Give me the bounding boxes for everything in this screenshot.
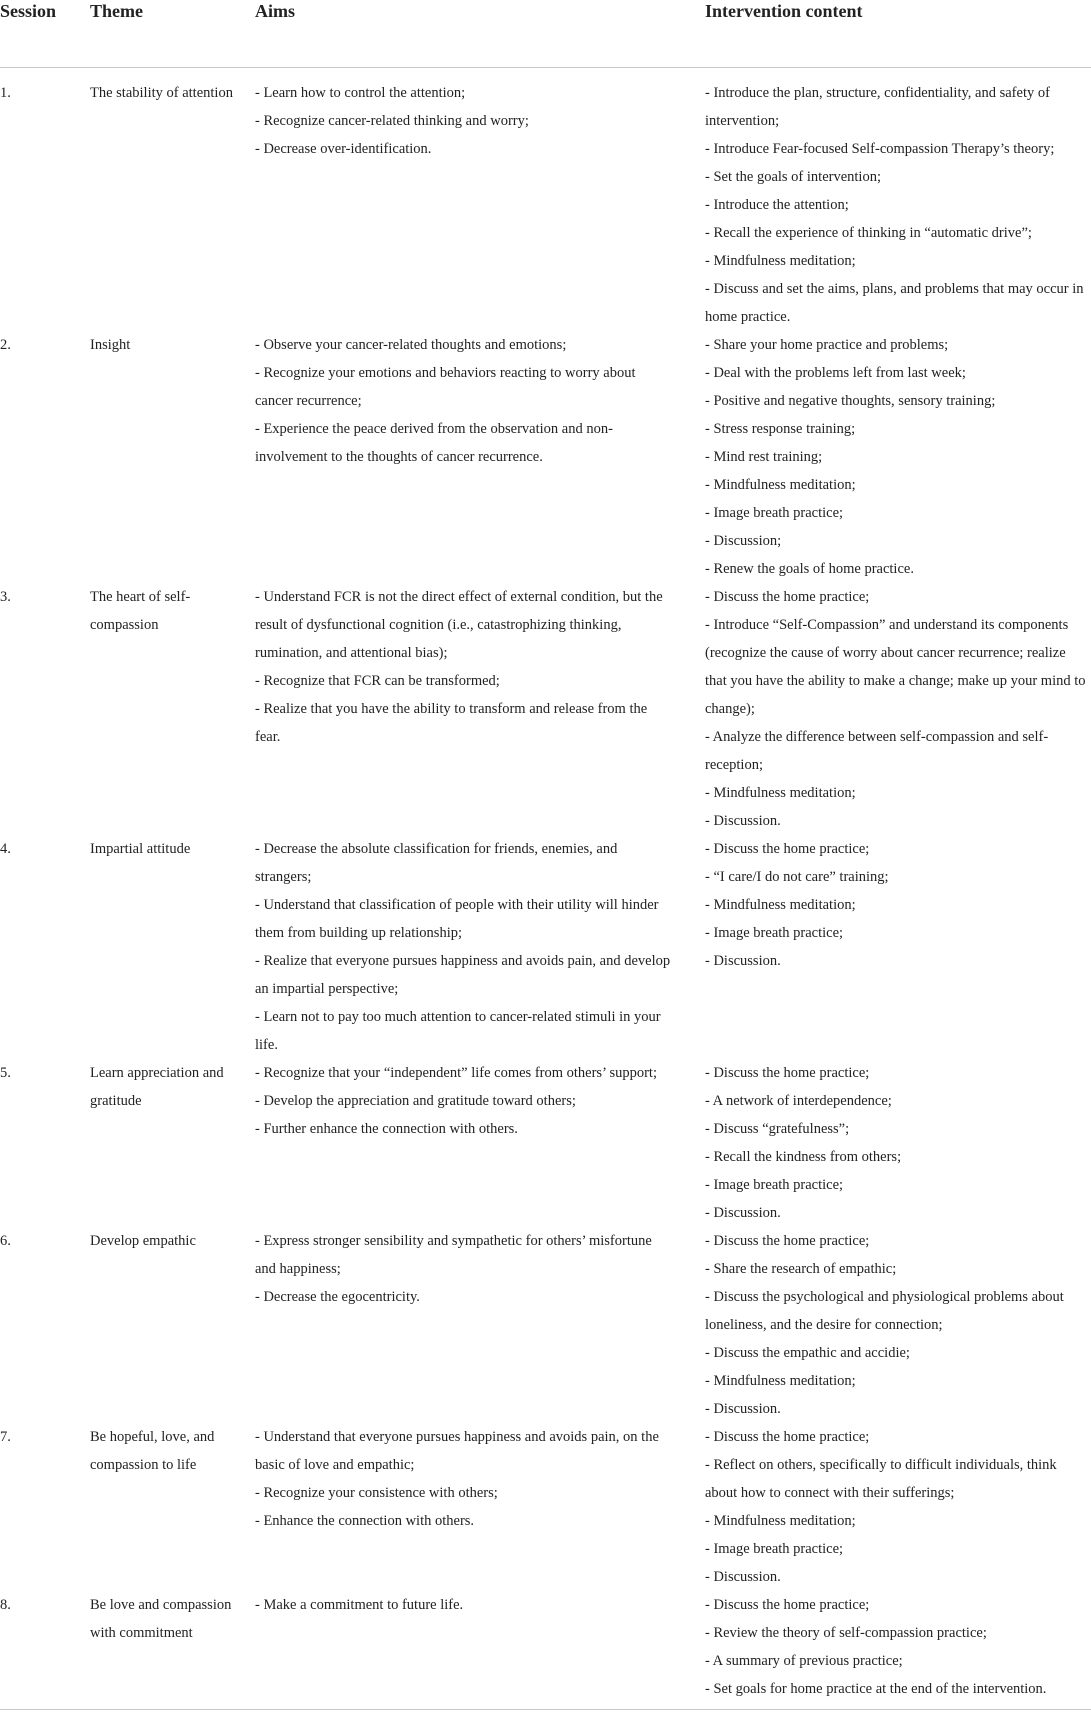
session-intervention-content xyxy=(705,583,1091,835)
session-intervention-content xyxy=(705,1227,1091,1423)
content-item: - Reflect on others, specifically to difficult individuals, think about how to connect with their sufferings; xyxy=(705,1457,1057,1501)
table-row xyxy=(0,835,1091,1059)
content-item: - Discussion. xyxy=(705,1205,781,1221)
session-aims xyxy=(255,583,705,835)
aim-item: - Further enhance the connection with others. xyxy=(255,1121,518,1137)
aim-item: - Make a commitment to future life. xyxy=(255,1597,464,1613)
header-session: Session xyxy=(0,0,90,68)
content-item: - Set goals for home practice at the end of the intervention. xyxy=(705,1681,1047,1697)
content-item: - Introduce the attention; xyxy=(705,197,849,213)
content-item: - Discuss the home practice; xyxy=(705,1429,870,1445)
aim-item: - Understand FCR is not the direct effect of external condition, but the result of dysfunctional cognition (i.e., catastrophizing thinking, rumination, and attentional bias); xyxy=(255,589,663,661)
session-aims xyxy=(255,68,705,332)
content-item: - Discuss and set the aims, plans, and problems that may occur in home practice. xyxy=(705,281,1084,325)
session-theme: Develop empathic xyxy=(90,1233,196,1249)
content-item: - Introduce Fear-focused Self-compassion Therapy’s theory; xyxy=(705,141,1055,157)
aim-item: - Learn not to pay too much attention to cancer-related stimuli in your life. xyxy=(255,1009,661,1053)
session-intervention-content xyxy=(705,68,1091,332)
header-aims: Aims xyxy=(255,0,705,68)
content-item: - Mindfulness meditation; xyxy=(705,477,856,493)
session-number: 7. xyxy=(0,1429,11,1445)
aim-item: - Experience the peace derived from the observation and non-involvement to the thoughts of cancer recurrence. xyxy=(255,421,613,465)
table-row xyxy=(0,1059,1091,1227)
content-item: - Discuss the home practice; xyxy=(705,841,870,857)
content-item: - Introduce the plan, structure, confidentiality, and safety of intervention; xyxy=(705,85,1050,129)
table-header-row xyxy=(0,0,1091,68)
aim-item: - Recognize that FCR can be transformed; xyxy=(255,673,500,689)
content-item: - A network of interdependence; xyxy=(705,1093,892,1109)
content-item: - Recall the experience of thinking in “automatic drive”; xyxy=(705,225,1032,241)
content-item: - Discussion. xyxy=(705,1401,781,1417)
aim-item: - Realize that everyone pursues happiness and avoids pain, and develop an impartial perspective; xyxy=(255,953,671,997)
aim-item: - Recognize that your “independent” life comes from others’ support; xyxy=(255,1065,657,1081)
session-theme: Learn appreciation and gratitude xyxy=(90,1065,224,1109)
session-aims xyxy=(255,1227,705,1423)
table-row xyxy=(0,1423,1091,1591)
table-body xyxy=(0,68,1091,1710)
session-number: 5. xyxy=(0,1065,11,1081)
content-item: - Mindfulness meditation; xyxy=(705,785,856,801)
session-number: 8. xyxy=(0,1591,90,1710)
content-item: - Share the research of empathic; xyxy=(705,1261,897,1277)
session-number: 1. xyxy=(0,85,11,101)
session-aims xyxy=(255,331,705,583)
session-number: 2. xyxy=(0,337,11,353)
content-item: - Mindfulness meditation; xyxy=(705,1513,856,1529)
content-item: - Discussion. xyxy=(705,1569,781,1585)
content-item: - Discuss the home practice; xyxy=(705,1597,870,1613)
session-intervention-content xyxy=(705,1423,1091,1591)
content-item: - Renew the goals of home practice. xyxy=(705,561,914,577)
session-theme: Be hopeful, love, and compassion to life xyxy=(90,1429,215,1473)
session-theme: Impartial attitude xyxy=(90,841,191,857)
session-number: 4. xyxy=(0,841,11,857)
content-item: - Discuss the empathic and accidie; xyxy=(705,1345,910,1361)
table-row xyxy=(0,1591,1091,1710)
content-item: - Discuss the psychological and physiological problems about loneliness, and the desire for connection; xyxy=(705,1289,1064,1333)
table-row xyxy=(0,331,1091,583)
content-item: - “I care/I do not care” training; xyxy=(705,869,889,885)
session-theme: The heart of self-compassion xyxy=(90,589,191,633)
aim-item: - Understand that classification of people with their utility will hinder them from building up relationship; xyxy=(255,897,659,941)
aim-item: - Understand that everyone pursues happiness and avoids pain, on the basic of love and empathic; xyxy=(255,1429,659,1473)
aim-item: - Recognize your consistence with others; xyxy=(255,1485,498,1501)
content-item: - Positive and negative thoughts, sensory training; xyxy=(705,393,996,409)
aim-item: - Enhance the connection with others. xyxy=(255,1513,475,1529)
aim-item: - Observe your cancer-related thoughts and emotions; xyxy=(255,337,567,353)
aim-item: - Recognize cancer-related thinking and worry; xyxy=(255,113,529,129)
content-item: - Discussion. xyxy=(705,953,781,969)
session-aims xyxy=(255,1059,705,1227)
aim-item: - Express stronger sensibility and sympathetic for others’ misfortune and happiness; xyxy=(255,1233,652,1277)
content-item: - Discuss the home practice; xyxy=(705,589,870,605)
content-item: - Recall the kindness from others; xyxy=(705,1149,902,1165)
content-item: - Introduce “Self-Compassion” and understand its components (recognize the cause of worry about cancer recurrence; realize that you have the ability to make a change; make up your mind to change); xyxy=(705,617,1086,717)
aim-item: - Realize that you have the ability to transform and release from the fear. xyxy=(255,701,648,745)
session-theme: Be love and compassion with commitment xyxy=(90,1591,255,1710)
session-intervention-content xyxy=(705,835,1091,1059)
content-item: - Image breath practice; xyxy=(705,925,844,941)
content-item: - Discuss “gratefulness”; xyxy=(705,1121,850,1137)
content-item: - Image breath practice; xyxy=(705,1541,844,1557)
session-intervention-content xyxy=(705,1059,1091,1227)
session-intervention-content xyxy=(705,1591,1091,1710)
aim-item: - Develop the appreciation and gratitude toward others; xyxy=(255,1093,576,1109)
aim-item: - Decrease over-identification. xyxy=(255,141,432,157)
content-item: - Discuss the home practice; xyxy=(705,1233,870,1249)
content-item: - Review the theory of self-compassion practice; xyxy=(705,1625,987,1641)
content-item: - Deal with the problems left from last week; xyxy=(705,365,966,381)
header-theme: Theme xyxy=(90,0,255,68)
content-item: - Image breath practice; xyxy=(705,505,844,521)
content-item: - Discussion; xyxy=(705,533,782,549)
aim-item: - Learn how to control the attention; xyxy=(255,85,466,101)
content-item: - Share your home practice and problems; xyxy=(705,337,949,353)
content-item: - Analyze the difference between self-compassion and self-reception; xyxy=(705,729,1049,773)
aim-item: - Recognize your emotions and behaviors reacting to worry about cancer recurrence; xyxy=(255,365,636,409)
session-theme: Insight xyxy=(90,337,131,353)
session-aims xyxy=(255,1591,705,1710)
content-item: - Image breath practice; xyxy=(705,1177,844,1193)
session-number: 6. xyxy=(0,1233,11,1249)
aim-item: - Decrease the absolute classification for friends, enemies, and strangers; xyxy=(255,841,618,885)
header-intervention-content: Intervention content xyxy=(705,0,1091,68)
table-row xyxy=(0,583,1091,835)
table-row xyxy=(0,1227,1091,1423)
session-aims xyxy=(255,1423,705,1591)
content-item: - A summary of previous practice; xyxy=(705,1653,903,1669)
aim-item: - Decrease the egocentricity. xyxy=(255,1289,420,1305)
content-item: - Mind rest training; xyxy=(705,449,823,465)
session-number: 3. xyxy=(0,589,11,605)
content-item: - Mindfulness meditation; xyxy=(705,1373,856,1389)
content-item: - Stress response training; xyxy=(705,421,856,437)
content-item: - Discussion. xyxy=(705,813,781,829)
session-intervention-content xyxy=(705,331,1091,583)
table-row xyxy=(0,68,1091,332)
session-aims xyxy=(255,835,705,1059)
content-item: - Set the goals of intervention; xyxy=(705,169,881,185)
content-item: - Discuss the home practice; xyxy=(705,1065,870,1081)
content-item: - Mindfulness meditation; xyxy=(705,253,856,269)
content-item: - Mindfulness meditation; xyxy=(705,897,856,913)
session-theme: The stability of attention xyxy=(90,85,233,101)
